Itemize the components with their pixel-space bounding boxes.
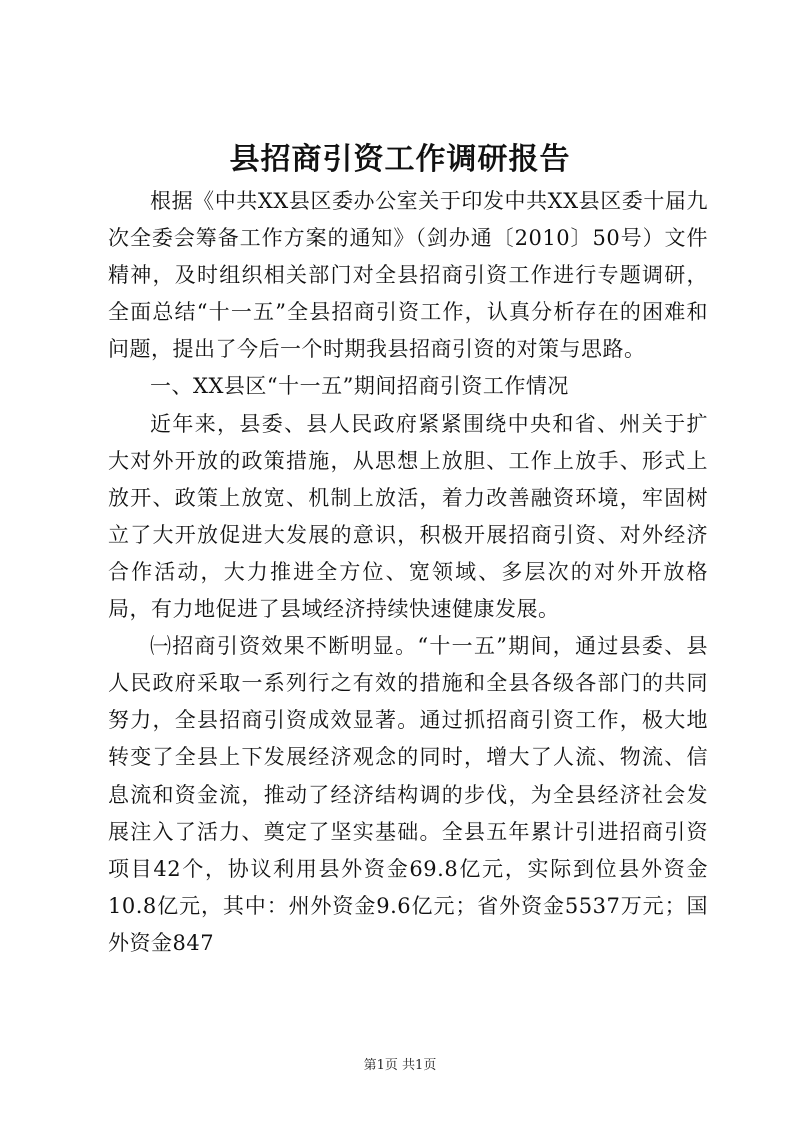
document-body: [108, 183, 708, 962]
document-title: 县招商引资工作调研报告: [229, 142, 571, 177]
page-footer: 第1页 共1页: [363, 1058, 437, 1073]
paragraph-subsection-1: ㈠招商引资效果不断明显。“十一五”期间，通过县委、县人民政府采取一系列行之有效的措施和全县各级各部门的共同努力，全县招商引资成效显著。通过抓招商引资工作，极大地转变了全县上下发展经济观念的同时，增大了人流、物流、信息流和资金流，推动了经济结构调的步伐，为全县经济社会发展注入了活力、奠定了坚实基础。全县五年累计引进招商引资项目42个，协议利用县外资金69.8亿元，实际到位县外资金10.8亿元，其中：州外资金9.6亿元；省外资金5537万元；国外资金847: [108, 634, 708, 955]
section-heading-1: 一、XX县区“十一五”期间招商引资工作情况: [150, 374, 569, 399]
paragraph-intro: 根据《中共XX县区委办公室关于印发中共XX县区委十届九次全委会筹备工作方案的通知》（剑办通〔2010〕50号）文件精神，及时组织相关部门对全县招商引资工作进行专题调研，全面总结“十一五”全县招商引资工作，认真分析存在的困难和问题，提出了今后一个时期我县招商引资的对策与思路。: [108, 189, 708, 362]
paragraph-overview: 近年来，县委、县人民政府紧紧围绕中央和省、州关于扩大对外开放的政策措施，从思想上放胆、工作上放手、形式上放开、政策上放宽、机制上放活，着力改善融资环境，牢固树立了大开放促进大发展的意识，积极开展招商引资、对外经济合作活动，大力推进全方位、宽领域、多层次的对外开放格局，有力地促进了县域经济持续快速健康发展。: [108, 411, 708, 622]
